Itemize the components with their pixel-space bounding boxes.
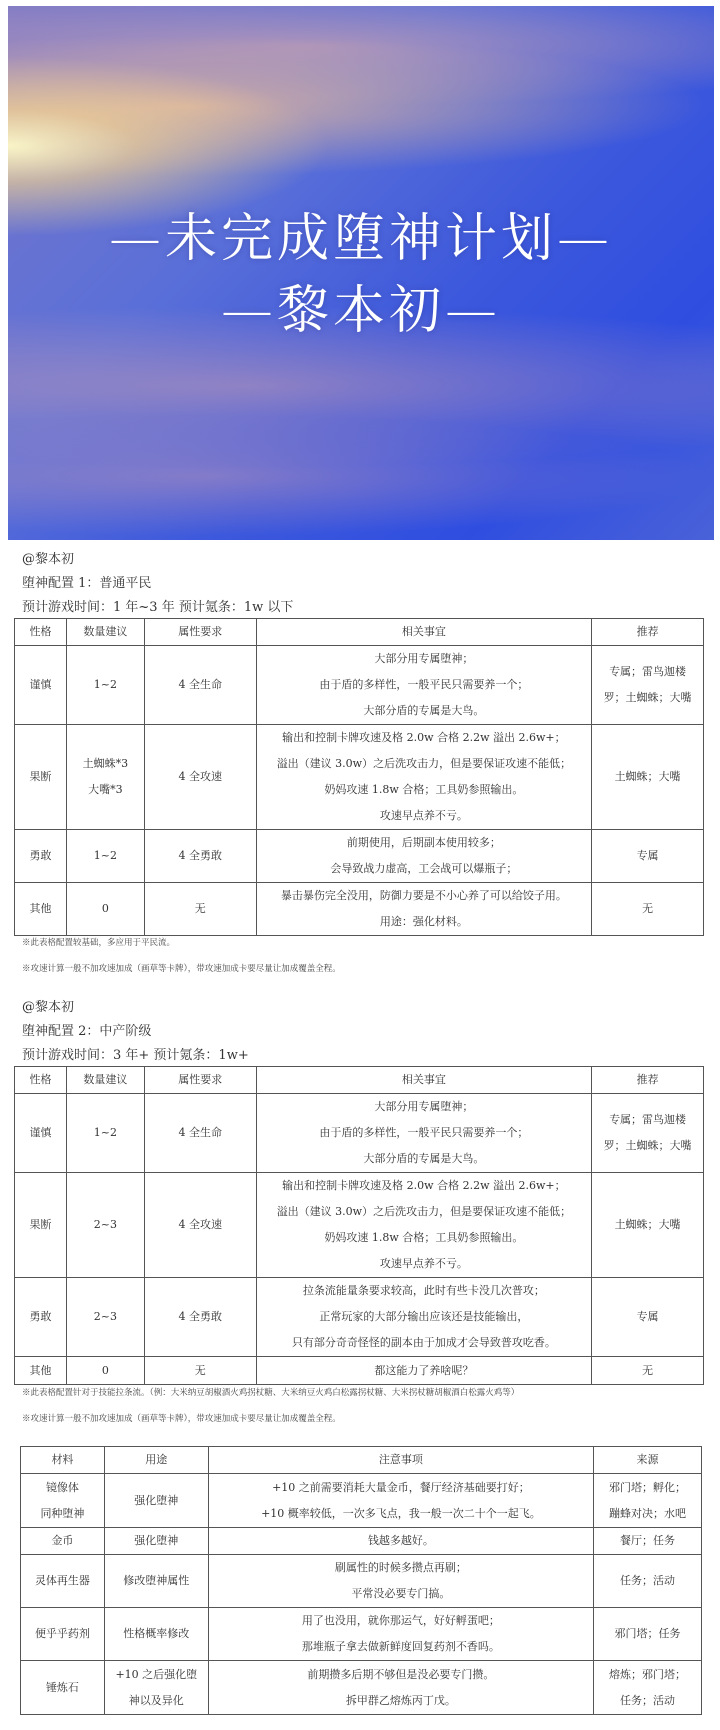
notes-cell bbox=[256, 1173, 591, 1278]
notes-cell-line: 暴击暴伤完全没用，防御力要是不小心养了可以给饺子用。 bbox=[280, 889, 567, 902]
table-row bbox=[21, 1474, 702, 1528]
rec-cell bbox=[592, 1094, 704, 1173]
banner-title: —未完成堕神计划— bbox=[108, 209, 613, 269]
notes-cell-line: 那堆瓶子拿去做新鲜度回复药剂不香吗。 bbox=[301, 1640, 500, 1653]
footnote: ※攻速计算一般不加攻速加成（画草等卡牌），带攻速加成卡要尽量让加成覆盖全程。 bbox=[22, 1414, 341, 1424]
trait-cell: 果断 bbox=[15, 1173, 67, 1278]
notes-cell-line: 用途：强化材料。 bbox=[379, 915, 468, 928]
table-row bbox=[15, 1357, 704, 1385]
attr-cell: 无 bbox=[144, 1357, 256, 1385]
material-table bbox=[20, 1446, 702, 1715]
table-row bbox=[15, 1173, 704, 1278]
source-cell-line: 蹦蜂对决；水吧 bbox=[609, 1506, 687, 1520]
header-rec: 推荐 bbox=[592, 619, 704, 646]
notes-cell-line: 奶妈攻速 1.8w 合格；工具奶参照输出。 bbox=[324, 783, 524, 796]
material-cell-line: 锤炼石 bbox=[45, 1680, 79, 1694]
notes-cell-line: +10 之前需要消耗大量金币，餐厅经济基础要打好； bbox=[272, 1480, 530, 1494]
trait-cell: 其他 bbox=[15, 1357, 67, 1385]
table-row bbox=[15, 830, 704, 883]
rec-cell bbox=[592, 1278, 704, 1357]
rec-cell-line: 无 bbox=[642, 902, 654, 915]
config-label: 堕神配置 2：中产阶级 bbox=[22, 1024, 152, 1039]
notes-cell-line: +10 概率较低，一次多飞点，我一般一次二十个一起飞。 bbox=[261, 1506, 541, 1520]
header-attr: 属性要求 bbox=[144, 1067, 256, 1094]
use-cell-line: 修改堕神属性 bbox=[123, 1574, 190, 1587]
attr-cell: 4 全生命 bbox=[144, 646, 256, 725]
notes-cell-line: 钱越多越好。 bbox=[367, 1534, 434, 1547]
qty-cell-line: 大嘴*3 bbox=[88, 783, 123, 796]
notes-cell bbox=[256, 1357, 591, 1385]
material-cell-line: 镜像体 bbox=[45, 1480, 79, 1494]
rec-cell-line: 土蜘蛛；大嘴 bbox=[614, 1218, 681, 1231]
qty-cell-line: 0 bbox=[101, 902, 109, 915]
attr-cell: 4 全勇敢 bbox=[144, 830, 256, 883]
header-source: 来源 bbox=[594, 1447, 702, 1474]
rec-cell-line: 罗；土蜘蛛；大嘴 bbox=[603, 1139, 692, 1152]
material-cell-line: 灵体再生器 bbox=[34, 1574, 90, 1587]
config-label: 堕神配置 1：普通平民 bbox=[22, 576, 152, 591]
notes-cell-line: 正常玩家的大部分输出应该还是技能输出， bbox=[319, 1310, 529, 1323]
attr-cell: 4 全生命 bbox=[144, 1094, 256, 1173]
author-label: @黎本初 bbox=[22, 552, 75, 567]
use-cell-line: 强化堕神 bbox=[134, 1493, 179, 1507]
notes-cell bbox=[208, 1555, 593, 1608]
qty-cell-line: 1~2 bbox=[93, 678, 117, 691]
notes-cell-line: 由于盾的多样性，一般平民只需要养一个； bbox=[319, 678, 529, 691]
notes-cell bbox=[208, 1474, 593, 1528]
notes-cell-line: 输出和控制卡牌攻速及格 2.0w 合格 2.2w 溢出 2.6w+； bbox=[282, 731, 566, 744]
notes-cell-line: 刷属性的时候多攒点再刷； bbox=[334, 1561, 467, 1574]
rec-cell bbox=[592, 830, 704, 883]
notes-cell bbox=[208, 1608, 593, 1661]
banner-subtitle: —黎本初— bbox=[220, 281, 501, 341]
notes-cell-line: 溢出（建议 3.0w）之后洗攻击力，但是要保证攻速不能低； bbox=[276, 1205, 572, 1218]
header-banner bbox=[8, 6, 714, 540]
table-row bbox=[15, 725, 704, 830]
rec-cell-line: 专属 bbox=[636, 849, 659, 862]
qty-cell bbox=[66, 646, 144, 725]
notes-cell-line: 攻速早点养不亏。 bbox=[379, 809, 468, 822]
rec-cell bbox=[592, 1173, 704, 1278]
use-cell-line: +10 之后强化堕 bbox=[115, 1667, 198, 1681]
qty-cell bbox=[66, 1357, 144, 1385]
material-cell bbox=[21, 1474, 105, 1528]
rec-cell bbox=[592, 883, 704, 936]
config-table-2 bbox=[14, 1066, 704, 1385]
attr-cell: 4 全勇敢 bbox=[144, 1278, 256, 1357]
source-cell-line: 邪门塔；孵化； bbox=[609, 1480, 687, 1494]
material-cell bbox=[21, 1661, 105, 1715]
notes-cell-line: 大部分用专属堕神； bbox=[374, 1100, 474, 1113]
source-cell-line: 邪门塔；任务 bbox=[614, 1627, 681, 1640]
table-row bbox=[21, 1528, 702, 1555]
notes-cell-line: 奶妈攻速 1.8w 合格；工具奶参照输出。 bbox=[324, 1231, 524, 1244]
header-trait: 性格 bbox=[15, 1067, 67, 1094]
source-cell-line: 熔炼；邪门塔； bbox=[609, 1667, 687, 1681]
attr-cell: 无 bbox=[144, 883, 256, 936]
qty-cell bbox=[66, 1094, 144, 1173]
source-cell bbox=[594, 1474, 702, 1528]
qty-cell-line: 1~2 bbox=[93, 1126, 117, 1139]
trait-cell: 谨慎 bbox=[15, 1094, 67, 1173]
header-rec: 推荐 bbox=[592, 1067, 704, 1094]
source-cell bbox=[594, 1661, 702, 1715]
use-cell-line: 强化堕神 bbox=[134, 1534, 179, 1547]
notes-cell-line: 会导致战力虚高，工会战可以爆瓶子； bbox=[330, 862, 518, 875]
notes-cell bbox=[256, 646, 591, 725]
source-cell bbox=[594, 1608, 702, 1661]
qty-cell-line: 0 bbox=[101, 1363, 109, 1377]
qty-cell-line: 2~3 bbox=[93, 1310, 117, 1323]
use-cell bbox=[104, 1474, 208, 1528]
notes-cell-line: 前期使用，后期副本使用较多； bbox=[346, 836, 501, 849]
config-meta: 预计游戏时间：1 年~3 年 预计氪条：1w 以下 bbox=[22, 600, 294, 615]
notes-cell bbox=[256, 1278, 591, 1357]
notes-cell bbox=[208, 1661, 593, 1715]
table-row bbox=[15, 883, 704, 936]
qty-cell bbox=[66, 725, 144, 830]
table-row bbox=[15, 1278, 704, 1357]
header-trait: 性格 bbox=[15, 619, 67, 646]
notes-cell bbox=[256, 883, 591, 936]
notes-cell-line: 只有部分奇奇怪怪的副本由于加成才会导致普攻吃香。 bbox=[291, 1336, 556, 1349]
header-notes: 注意事项 bbox=[208, 1447, 593, 1474]
qty-cell-line: 土蜘蛛*3 bbox=[82, 757, 129, 770]
rec-cell bbox=[592, 725, 704, 830]
notes-cell-line: 输出和控制卡牌攻速及格 2.0w 合格 2.2w 溢出 2.6w+； bbox=[282, 1179, 566, 1192]
use-cell bbox=[104, 1608, 208, 1661]
notes-cell-line: 前期攒多后期不够但是没必要专门攒。 bbox=[307, 1667, 495, 1681]
material-cell-line: 金币 bbox=[51, 1534, 74, 1547]
trait-cell: 勇敢 bbox=[15, 1278, 67, 1357]
header-notes: 相关事宜 bbox=[256, 619, 591, 646]
qty-cell bbox=[66, 830, 144, 883]
config-table-1 bbox=[14, 618, 704, 936]
header-qty: 数量建议 bbox=[66, 619, 144, 646]
source-cell-line: 任务；活动 bbox=[620, 1693, 676, 1707]
trait-cell: 其他 bbox=[15, 883, 67, 936]
header-material: 材料 bbox=[21, 1447, 105, 1474]
rec-cell bbox=[592, 1357, 704, 1385]
material-cell bbox=[21, 1555, 105, 1608]
qty-cell bbox=[66, 883, 144, 936]
trait-cell: 果断 bbox=[15, 725, 67, 830]
notes-cell-line: 由于盾的多样性，一般平民只需要养一个； bbox=[319, 1126, 529, 1139]
header-notes: 相关事宜 bbox=[256, 1067, 591, 1094]
notes-cell-line: 大部分盾的专属是大鸟。 bbox=[363, 704, 485, 717]
notes-cell-line: 拆甲群乙熔炼丙丁戊。 bbox=[345, 1693, 456, 1707]
header-use: 用途 bbox=[104, 1447, 208, 1474]
use-cell-line: 性格概率修改 bbox=[123, 1627, 190, 1640]
notes-cell-line: 溢出（建议 3.0w）之后洗攻击力，但是要保证攻速不能低； bbox=[276, 757, 572, 770]
header-qty: 数量建议 bbox=[66, 1067, 144, 1094]
rec-cell-line: 罗；土蜘蛛；大嘴 bbox=[603, 691, 692, 704]
notes-cell-line: 用了也没用，就你那运气，好好孵蛋吧； bbox=[301, 1614, 500, 1627]
use-cell bbox=[104, 1528, 208, 1555]
qty-cell-line: 2~3 bbox=[93, 1218, 117, 1231]
notes-cell-line: 攻速早点养不亏。 bbox=[379, 1257, 468, 1270]
config-meta: 预计游戏时间：3 年+ 预计氪条：1w+ bbox=[22, 1048, 249, 1063]
notes-cell-line: 大部分用专属堕神； bbox=[374, 652, 474, 665]
header-attr: 属性要求 bbox=[144, 619, 256, 646]
footnote: ※此表格配置较基础，多应用于平民流。 bbox=[22, 938, 176, 948]
source-cell bbox=[594, 1528, 702, 1555]
attr-cell: 4 全攻速 bbox=[144, 725, 256, 830]
rec-cell-line: 无 bbox=[642, 1363, 654, 1377]
rec-cell-line: 专属 bbox=[636, 1310, 659, 1323]
notes-cell-line: 都这能力了养啥呢？ bbox=[374, 1363, 474, 1377]
footnote: ※攻速计算一般不加攻速加成（画草等卡牌），带攻速加成卡要尽量让加成覆盖全程。 bbox=[22, 964, 341, 974]
rec-cell bbox=[592, 646, 704, 725]
notes-cell-line: 大部分盾的专属是大鸟。 bbox=[363, 1152, 485, 1165]
notes-cell bbox=[208, 1528, 593, 1555]
table-row bbox=[15, 1094, 704, 1173]
use-cell bbox=[104, 1555, 208, 1608]
trait-cell: 谨慎 bbox=[15, 646, 67, 725]
notes-cell bbox=[256, 1094, 591, 1173]
use-cell bbox=[104, 1661, 208, 1715]
table-row bbox=[21, 1608, 702, 1661]
footnote: ※此表格配置针对于技能拉条流。（例：大米纳豆胡椒酒火鸡拐杖糖、大米纳豆火鸡白松露拐杖糖、大米拐杖糖胡椒酒白松露火鸡等） bbox=[22, 1388, 520, 1398]
qty-cell bbox=[66, 1173, 144, 1278]
source-cell bbox=[594, 1555, 702, 1608]
source-cell-line: 任务；活动 bbox=[620, 1574, 676, 1587]
notes-cell bbox=[256, 830, 591, 883]
material-cell-line: 便乎乎药剂 bbox=[34, 1627, 90, 1640]
material-cell-line: 同种堕神 bbox=[40, 1506, 85, 1520]
attr-cell: 4 全攻速 bbox=[144, 1173, 256, 1278]
author-label: @黎本初 bbox=[22, 1000, 75, 1015]
use-cell-line: 神以及异化 bbox=[128, 1693, 184, 1707]
notes-cell-line: 拉条流能量条要求较高，此时有些卡没几次普攻； bbox=[302, 1284, 545, 1297]
table-row bbox=[21, 1661, 702, 1715]
qty-cell-line: 1~2 bbox=[93, 849, 117, 862]
trait-cell: 勇敢 bbox=[15, 830, 67, 883]
qty-cell bbox=[66, 1278, 144, 1357]
rec-cell-line: 专属；雷鸟迦楼 bbox=[609, 665, 687, 678]
source-cell-line: 餐厅；任务 bbox=[620, 1534, 676, 1547]
table-row bbox=[21, 1555, 702, 1608]
rec-cell-line: 土蜘蛛；大嘴 bbox=[614, 770, 681, 783]
rec-cell-line: 专属；雷鸟迦楼 bbox=[609, 1113, 687, 1126]
notes-cell bbox=[256, 725, 591, 830]
material-cell bbox=[21, 1608, 105, 1661]
material-cell bbox=[21, 1528, 105, 1555]
notes-cell-line: 平常没必要专门搞。 bbox=[351, 1587, 451, 1600]
table-row bbox=[15, 646, 704, 725]
